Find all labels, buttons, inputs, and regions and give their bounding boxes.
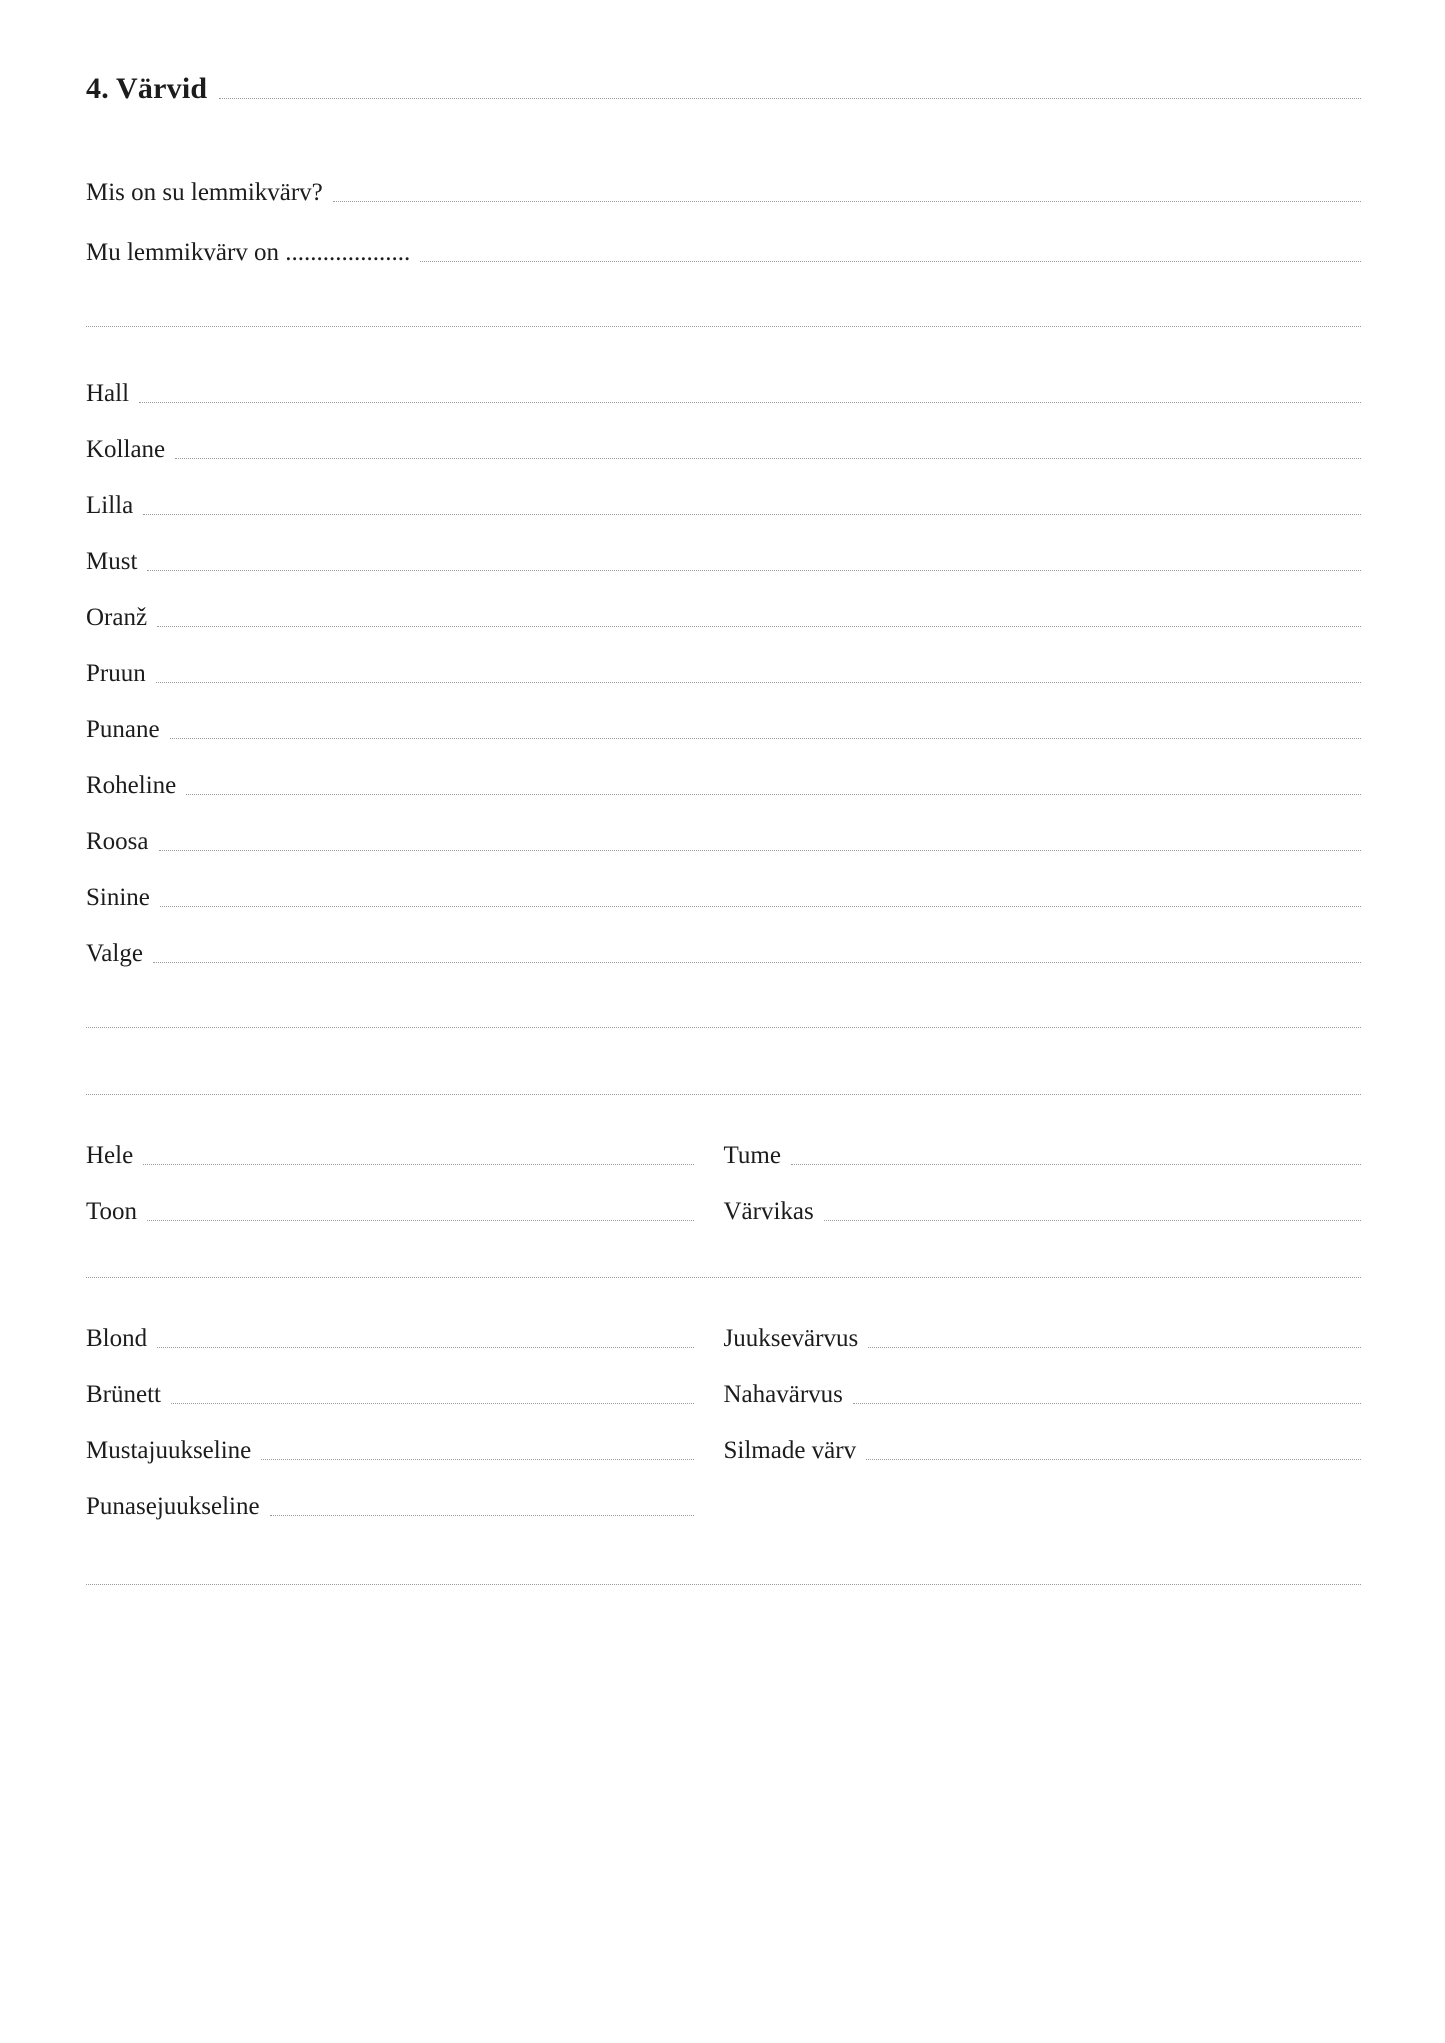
spacer [86,268,1361,326]
color-label: Must [86,548,138,575]
color-label: Roosa [86,828,149,855]
feature-label: Silmade värv [723,1437,857,1464]
write-line[interactable] [791,1164,1361,1165]
list-item [724,1197,1362,1227]
write-line[interactable] [261,1459,693,1460]
write-line[interactable] [157,1347,693,1348]
question-label: Mis on su lemmikvärv? [86,179,323,206]
shade-column-right [724,1141,1362,1227]
color-label: Punane [86,716,160,743]
spacer [86,1095,1361,1141]
spacer [86,1028,1361,1094]
list-item [86,771,1361,801]
list-item [724,1380,1362,1410]
color-label: Oranž [86,604,148,631]
color-label: Roheline [86,772,177,799]
color-label: Pruun [86,660,146,687]
hair-label: Punasejuukseline [86,1493,260,1520]
list-item [86,883,1361,913]
list-item [86,1197,694,1227]
list-item [724,1324,1362,1354]
spacer [86,969,1361,1027]
write-line[interactable] [270,1515,694,1516]
list-item [86,939,1361,969]
hair-label: Mustajuukseline [86,1437,252,1464]
write-line[interactable] [853,1403,1361,1404]
list-item [86,435,1361,465]
page-title: 4. Värvid [86,72,208,105]
color-label: Sinine [86,884,150,911]
answer-dotted-rule[interactable] [420,261,1361,262]
list-item [86,603,1361,633]
question-row [86,178,1361,208]
feature-label: Nahavärvus [723,1381,843,1408]
spacer [86,1227,1361,1277]
write-line[interactable] [153,962,1361,963]
hair-column-right [724,1324,1362,1522]
write-line[interactable] [175,458,1361,459]
write-line[interactable] [143,1164,693,1165]
shade-label: Toon [86,1198,138,1225]
section-title-row [86,72,1361,106]
list-item [86,1324,694,1354]
write-line[interactable] [868,1347,1361,1348]
color-label: Lilla [86,492,134,519]
write-line[interactable] [143,514,1361,515]
list-item [86,1380,694,1410]
question-label: Mu lemmikvärv on .................... [86,239,411,266]
spacer [86,106,1361,178]
write-line[interactable] [186,794,1361,795]
color-list [86,379,1361,969]
write-line[interactable] [147,570,1361,571]
title-dotted-rule [219,98,1361,99]
write-line[interactable] [156,682,1361,683]
hair-block [86,1324,1361,1522]
write-line[interactable] [171,1403,694,1404]
list-item [86,1141,694,1171]
question-row [86,238,1361,268]
color-label: Kollane [86,436,166,463]
write-line[interactable] [147,1220,693,1221]
write-line[interactable] [866,1459,1361,1460]
answer-dotted-rule[interactable] [333,201,1361,202]
write-line[interactable] [139,402,1361,403]
separator-dotted-rule [86,1584,1361,1585]
list-item [86,547,1361,577]
list-item [86,379,1361,409]
list-item [724,1141,1362,1171]
list-item [86,659,1361,689]
shade-label: Värvikas [723,1198,814,1225]
spacer [86,1522,1361,1584]
color-label: Hall [86,380,130,407]
hair-column-left [86,1324,724,1522]
list-item [86,1436,694,1466]
hair-label: Brünett [86,1381,161,1408]
shade-block [86,1141,1361,1227]
feature-label: Juuksevärvus [723,1325,859,1352]
list-item [724,1436,1362,1466]
spacer [86,327,1361,379]
write-line[interactable] [824,1220,1361,1221]
write-line[interactable] [157,626,1361,627]
list-item [86,491,1361,521]
spacer [86,1278,1361,1324]
shade-label: Hele [86,1142,134,1169]
shade-label: Tume [723,1142,781,1169]
list-item [86,1492,694,1522]
list-item [86,715,1361,745]
write-line[interactable] [170,738,1361,739]
page-content [86,72,1361,1585]
write-line[interactable] [160,906,1361,907]
spacer [86,208,1361,238]
write-line[interactable] [159,850,1362,851]
shade-column-left [86,1141,724,1227]
color-label: Valge [86,940,143,967]
hair-label: Blond [86,1325,148,1352]
list-item [86,827,1361,857]
